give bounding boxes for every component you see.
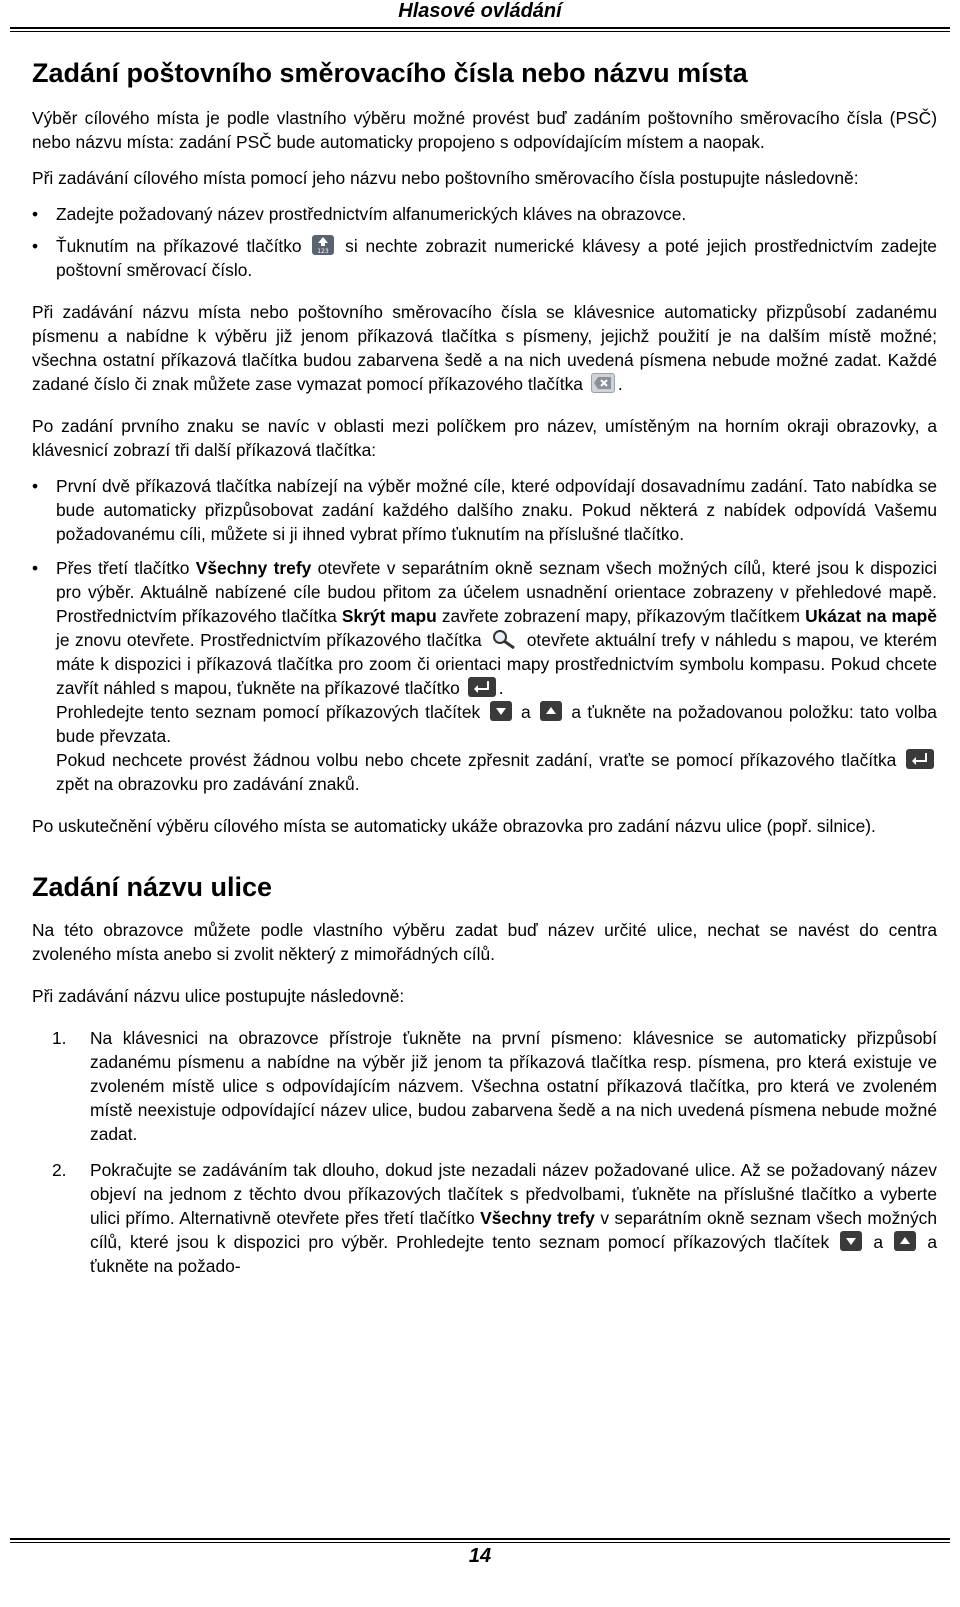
return-icon [468, 677, 496, 697]
list-item: • První dvě příkazová tlačítka nabízejí na výběr možné cíle, které odpovídají dosavadnímu zadání. Tato nabídka se bude automaticky přizpůsobovat zadání každého dalšího znaku. Pokud některá z nabídek odpovídá Vašemu požadovanému cíli, můžete si ji ihned vybrat přímo ťuknutím na příslušné tlačítko. [32, 474, 937, 546]
return-icon [906, 749, 934, 769]
page-number: 14 [468, 1545, 492, 1567]
shift-123-icon [312, 235, 334, 255]
numbered-list [32, 1026, 937, 1278]
list-item: • Přes třetí tlačítko Všechny trefy otevřete v separátním okně seznam všech možných cílů, které jsou k dispozici pro výběr. Aktuálně nabízené cíle budou přitom za účelem usnadnění orientace zobrazeny v přehledové mapě. Prostřednictvím příkazového tlačítka Skrýt mapu zavřete zobrazení mapy, příkazovým tlačítkem Ukázat na mapě je znovu otevřete. Prostřednictvím příkazového tlačítka otevřete aktuální trefy v náhledu s mapou, ve kterém máte k dispozici i příkazová tlačítka pro zoom či orientaci mapy prostřednictvím symbolu kompasu. Pokud chcete zavřít náhled s mapou, ťukněte na příkazové tlačítko . Prohledejte tento seznam pomocí příkazových tlačítek a a ťukněte na požadovanou položku: tato volba bude převzata. Pokud nechcete provést žádnou volbu nebo chcete zpřesnit zadání, vraťte se pomocí příkazového tlačítka zpět na obrazovku pro zadávání znaků. [32, 556, 937, 796]
header-rule [10, 27, 950, 29]
paragraph: Po uskutečnění výběru cílového místa se automaticky ukáže obrazovka pro zadání názvu ulice (popř. silnice). [32, 816, 876, 836]
paragraph: Při zadávání názvu ulice postupujte následovně: [32, 986, 405, 1006]
paragraph: Na této obrazovce můžete podle vlastního výběru zadat buď název určité ulice, nechat se navést do centra zvoleného místa anebo si zvolit některý z mimořádných cílů. [32, 920, 937, 964]
paragraph: Při zadávání cílového místa pomocí jeho názvu nebo poštovního směrovacího čísla postupujte následovně: [32, 168, 859, 188]
footer-rule [10, 1538, 950, 1540]
bullet-list [32, 474, 937, 796]
svg-text:123: 123 [317, 248, 330, 255]
list-item: • Ťuknutím na příkazové tlačítko 123 si nechte zobrazit numerické klávesy a poté jejich prostřednictvím zadejte poštovní směrovací číslo. [32, 234, 937, 282]
arrow-down-icon [490, 701, 512, 721]
paragraph: Výběr cílového místa je podle vlastního výběru možné provést buď zadáním poštovního směrovacího čísla (PSČ) nebo názvu místa: zadání PSČ bude automaticky propojeno s odpovídajícím místem a naopak. [32, 108, 937, 152]
backspace-icon [591, 373, 615, 393]
list-item: 1. Na klávesnici na obrazovce přístroje ťukněte na první písmeno: klávesnice se automaticky přizpůsobí zadanému písmenu a nabídne na výběr již jenom ta příkazová tlačítka resp. písmena, pro která existuje ve zvoleném místě ulice s odpovídajícím názvem. Všechna ostatní příkazová tlačítka, pro která ve zvoleném místě neexistuje odpovídající název ulice, budou zabarvena šedě a na nich uvedená písmena nebude možné zadat. [52, 1028, 937, 1144]
paragraph: Po zadání prvního znaku se navíc v oblasti mezi políčkem pro název, umístěným na horním okraji obrazovky, a klávesnicí zobrazí tři další příkazová tlačítka: [32, 416, 937, 460]
list-item: • Zadejte požadovaný název prostřednictvím alfanumerických kláves na obrazovce. [32, 202, 937, 226]
bullet-list [32, 202, 937, 282]
magnifier-icon [490, 629, 518, 649]
section-heading-2: Zadání názvu ulice [32, 872, 273, 902]
list-item: 2. Pokračujte se zadáváním tak dlouho, dokud jste nezadali název požadované ulice. Až se požadovaný název objeví na jednom z těchto dvou příkazových tlačítek s předvolbami, ťukněte na příslušné tlačítko a vyberte ulici přímo. Alternativně otevřete přes třetí tlačítko Všechny trefy v separátním okně seznam všech možných cílů, které jsou k dispozici pro výběr. Prohledejte tento seznam pomocí příkazových tlačítek a a ťukněte na požado- [52, 1160, 938, 1276]
paragraph: Při zadávání názvu místa nebo poštovního směrovacího čísla se klávesnice automaticky přizpůsobí zadanému písmenu a nabídne k výběru již jenom příkazová tlačítka s písmeny, jejichž použití je na dalším místě možné; všechna ostatní příkazová tlačítka budou zabarvena šedě a na nich uvedená písmena nebude možné zadat. Každé zadané číslo či znak můžete zase vymazat pomocí příkazového tlačítka . [32, 302, 937, 394]
arrow-up-icon [894, 1231, 916, 1251]
footer-rule-thin [10, 1542, 950, 1543]
arrow-up-icon [540, 701, 562, 721]
section-heading-1: Zadání poštovního směrovacího čísla nebo názvu místa [32, 58, 748, 88]
running-header: Hlasové ovládání [398, 0, 562, 22]
header-rule-thin [10, 31, 950, 32]
arrow-down-icon [840, 1231, 862, 1251]
page-content [32, 56, 937, 1278]
